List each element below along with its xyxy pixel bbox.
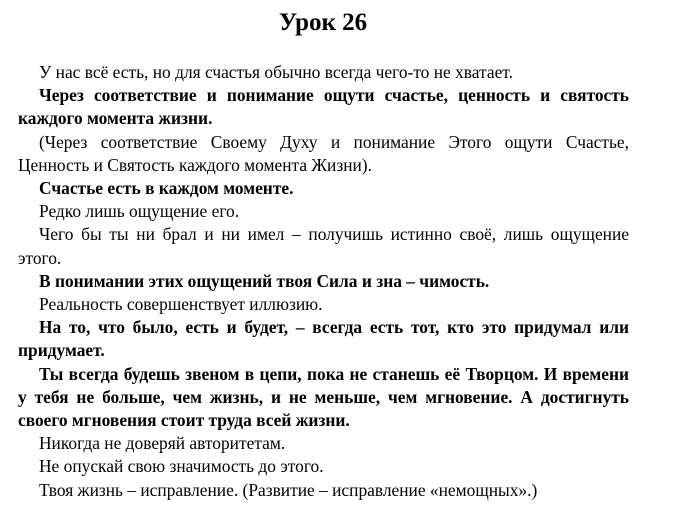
paragraph-bold: На то, что было, есть и будет, – всегда есть тот, кто это придумал или придумает.: [18, 317, 629, 361]
paragraph: Чего бы ты ни брал и ни имел – получишь истинно своё, лишь ощущение этого.: [18, 224, 629, 268]
paragraph-bold: Ты всегда будешь звеном в цепи, пока не станешь её Творцом. И времени у тебя не больше, чем жизнь, и не меньше, чем мгновение. А достигнуть своего мгновения стоит труда всей жизни.: [18, 363, 629, 431]
paragraph: Не опускай свою значимость до этого.: [39, 456, 324, 477]
paragraph-bold: В понимании этих ощущений твоя Сила и зна – чимость.: [39, 270, 490, 291]
paragraph: Редко лишь ощущение его.: [39, 201, 240, 222]
lesson-title: Урок 26: [278, 9, 368, 36]
paragraph-bold: Счастье есть в каждом моменте.: [39, 178, 294, 199]
paragraph: Твоя жизнь – исправление. (Развитие – исправление «немощных».): [39, 479, 538, 500]
paragraph-bold: Через соответствие и понимание ощути счастье, ценность и святость каждого момента жизни.: [18, 85, 629, 129]
paragraph: У нас всё есть, но для счастья обычно всегда чего-то не хватает.: [39, 62, 513, 82]
lesson-text: [18, 61, 629, 502]
paragraph: Никогда не доверяй авторитетам.: [39, 433, 286, 454]
paragraph: (Через соответствие Своему Духу и понимание Этого ощути Счастье, Ценность и Святость каждого момента Жизни).: [18, 131, 629, 175]
paragraph: Реальность совершенствует иллюзию.: [39, 294, 323, 315]
